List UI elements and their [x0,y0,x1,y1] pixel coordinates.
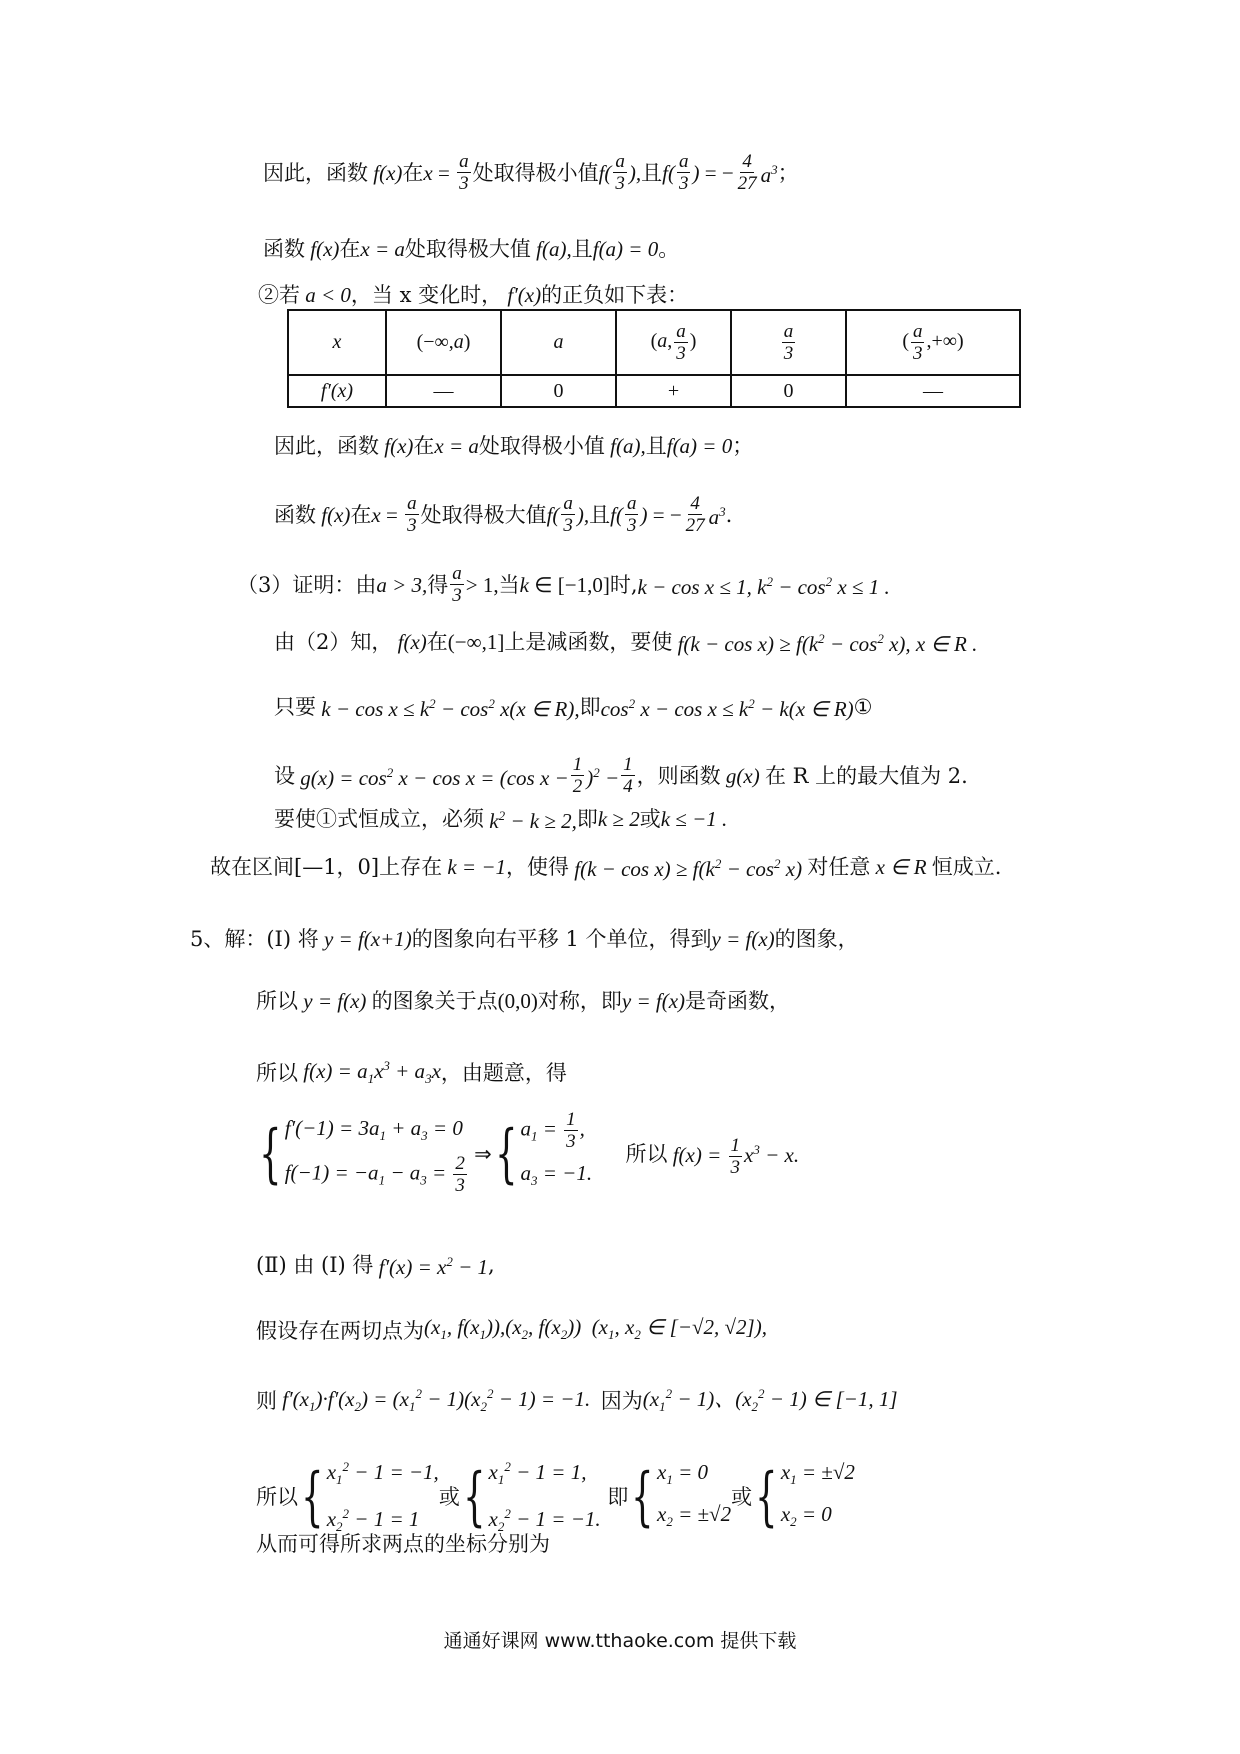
table-cell: a [501,310,616,375]
text-line-11: 故在区间[—1，0]上存在 k = −1 ，使得 $f(k - \cos x) \ge f(k^2 - \cos^2 x)$ 对任意 x ∈ R 恒成立. [210,854,1002,881]
text-line-20: 从而可得所求两点的坐标分别为 [256,1532,550,1556]
table-cell: ( $\frac{a}{3}$ ,+∞) [846,310,1020,375]
page-footer: 通通好课网 www.tthaoke.com 提供下载 [443,1630,797,1652]
text-line-16: (Ⅱ) 由 (Ⅰ) 得 $f'(x) = x^2 - 1$ , [256,1252,495,1279]
table-cell: f′(x) [288,375,386,407]
table-cell: (−∞,a) [386,310,501,375]
table-cell: — [386,375,501,407]
table-cell: x [288,310,386,375]
table-cell: 0 [731,375,846,407]
text-line-14: 所以 $f(x) = a_1x^3 + a_3x$ ，由题意，得 [256,1058,567,1087]
text-line-12: 5、解：(Ⅰ) 将 y = f(x+1) 的图象向右平移 1 个单位，得到 y = f(x) 的图象， [190,927,859,951]
text-line-1: 因此，函数 f(x) 在 x = $\frac{a}{3}$ 处取得极小值 f( $\frac{a}{3}$ ), 且 f( $\frac{a}{3}$ ) = − $\frac{4}{27}$ $a^3$ ； [263,151,799,194]
equation-system-1: { $f'(-1) = 3a_1 + a_3 = 0$ $f(-1) = -a_1 - a_3$ = $\frac{2}{3}$ ⇒ { $a_1$ = $\frac{1}{3}$ , $a_3 = -1$. 所以 f(x) = $\frac{1}{3}$ $x^3 - x$. [259,1109,800,1197]
text-line-4: 因此，函数 f(x) 在 x = a 处取得极小值 f(a), 且 f(a) = 0 ； [274,434,754,458]
text-line-17: 假设存在两切点为 ($x_1$, $f(x_1)),(x_2$, $f(x_2)$) ($x_1$, $x_2$ ∈ [−√2, √2]), [256,1315,767,1344]
text-line-13: 所以 y = f(x) 的图象关于点 (0,0) 对称，即 y = f(x) 是奇函数， [256,989,791,1013]
table-cell: $\frac{a}{3}$ [731,310,846,375]
text-line-6: （3）证明：由 a > 3, 得 $\frac{a}{3}$ > 1, 当 k ∈ [−1,0] 时, k − cos x ≤ 1, $k^2 - \cos^2 x \le 1$ . [237,563,890,606]
text-line-3: ②若 a < 0 ，当 x 变化时， f′(x) 的正负如下表： [258,283,689,307]
text-line-2: 函数 f(x) 在 x = a 处取得极大值 f(a), 且 f(a) = 0 。 [263,237,680,261]
sign-table [287,309,1021,408]
table-cell: — [846,375,1020,407]
text-line-10: 要使①式恒成立，必须 $k^2 - k \ge 2$, 即 k ≥ 2 或 k ≤ −1 . [274,806,728,833]
text-line-9: 设 $g(x) = \cos^2 x - \cos x = (\cos$ x − $\frac{1}{2}$ )$^2$ − $\frac{1}{4}$ ，则函数 g(x) 在 R 上的最大值为 2. [274,754,968,797]
text-line-18: 则 $f'(x_1)\cdot f'(x_2) = (x_1^2 - 1)(x_2^2 - 1) = -1$. 因为 $(x_1^2 - 1)$、$(x_2^2 - 1)$ ∈ [−1, 1] [256,1386,898,1415]
equation-system-2: 所以 { $x_1^2 - 1 = -1$, $x_2^2 - 1 = 1$ 或 { $x_1^2 - 1 = 1$, $x_2^2 - 1 = -1$. 即 { $x_1 = 0$ $x_2 = \pm√2$ 或 { $x_1 = \pm√2$ $x_2 = 0$ [256,1459,855,1535]
text-line-8: 只要 $k - \cos x \le k^2 - \cos^2 x(x$ ∈ R), 即 $\cos^2 x - \cos x \le k^2 - k(x$ ∈ R) ① [274,694,873,721]
table-cell: + [616,375,731,407]
text-line-7: 由（2）知， f(x) 在 (−∞,1] 上是减函数，要使 $f(k - \cos x) \ge f(k^2 - \cos^2 x)$, x ∈ R . [274,629,978,656]
text-line-5: 函数 f(x) 在 x = $\frac{a}{3}$ 处取得极大值 f( $\frac{a}{3}$ ), 且 f( $\frac{a}{3}$ ) = − $\frac{4}{27}$ $a^3$ . [274,493,733,536]
table-cell: 0 [501,375,616,407]
table-cell: (a, $\frac{a}{3}$ ) [616,310,731,375]
